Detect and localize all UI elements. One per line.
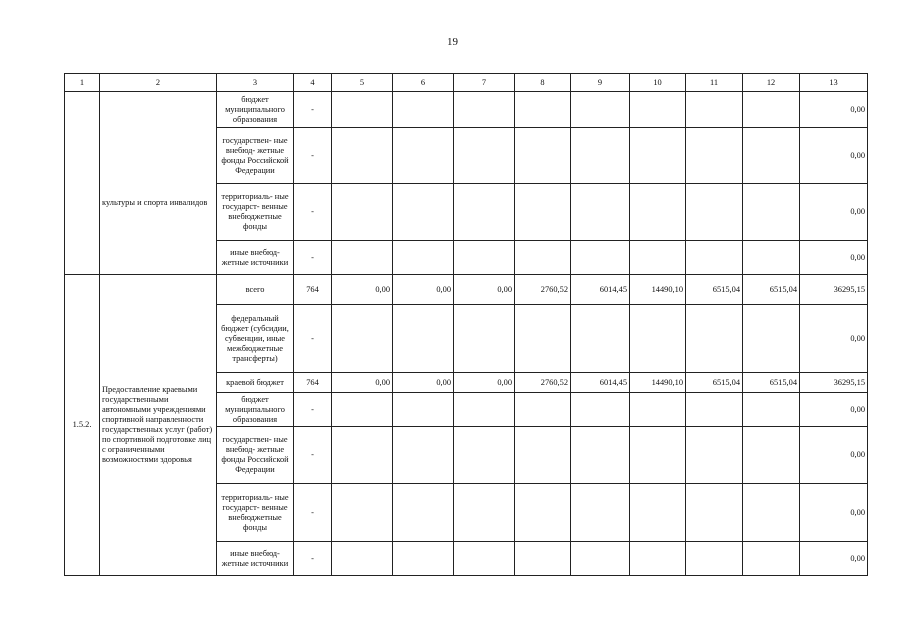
value-cell bbox=[743, 305, 800, 373]
value-cell bbox=[454, 542, 515, 576]
value-cell bbox=[743, 241, 800, 275]
total-cell: 0,00 bbox=[800, 92, 868, 128]
total-cell: 0,00 bbox=[800, 241, 868, 275]
value-cell bbox=[686, 393, 743, 427]
value-cell: 0,00 bbox=[332, 373, 393, 393]
header-cell: 3 bbox=[217, 74, 294, 92]
value-cell bbox=[743, 427, 800, 484]
value-cell bbox=[515, 305, 571, 373]
value-cell bbox=[743, 128, 800, 184]
value-cell bbox=[515, 427, 571, 484]
value-cell bbox=[571, 305, 630, 373]
table-row bbox=[65, 275, 868, 305]
value-cell: - bbox=[294, 184, 332, 241]
header-cell: 7 bbox=[454, 74, 515, 92]
value-cell bbox=[630, 241, 686, 275]
value-cell bbox=[686, 542, 743, 576]
value-cell bbox=[332, 542, 393, 576]
value-cell: 764 bbox=[294, 275, 332, 305]
header-cell: 10 bbox=[630, 74, 686, 92]
value-cell: 6014,45 bbox=[571, 275, 630, 305]
value-cell: 764 bbox=[294, 373, 332, 393]
budget-table bbox=[64, 73, 868, 576]
total-cell: 36295,15 bbox=[800, 275, 868, 305]
total-cell: 0,00 bbox=[800, 484, 868, 542]
value-cell bbox=[393, 305, 454, 373]
total-cell: 36295,15 bbox=[800, 373, 868, 393]
value-cell bbox=[393, 542, 454, 576]
source-cell: государствен- ные внебюд- жетные фонды Российской Федерации bbox=[217, 427, 294, 484]
header-cell: 9 bbox=[571, 74, 630, 92]
value-cell: - bbox=[294, 393, 332, 427]
source-cell: бюджет муниципального образования bbox=[217, 393, 294, 427]
total-cell: 0,00 bbox=[800, 305, 868, 373]
value-cell: 6515,04 bbox=[743, 275, 800, 305]
value-cell bbox=[571, 184, 630, 241]
table-row bbox=[65, 92, 868, 128]
value-cell bbox=[571, 241, 630, 275]
value-cell bbox=[454, 427, 515, 484]
value-cell bbox=[515, 484, 571, 542]
description-cell: Предоставление краевыми государственными автономными учреждениями спортивной направленности государственных услуг (работ) по спортивной подготовке лиц с ограниченными возможностями здоровья bbox=[100, 275, 217, 576]
value-cell bbox=[630, 128, 686, 184]
value-cell bbox=[630, 484, 686, 542]
value-cell: 0,00 bbox=[393, 275, 454, 305]
value-cell bbox=[515, 128, 571, 184]
total-cell: 0,00 bbox=[800, 128, 868, 184]
header-cell: 1 bbox=[65, 74, 100, 92]
row-number-cell bbox=[65, 92, 100, 275]
value-cell bbox=[332, 393, 393, 427]
value-cell bbox=[393, 92, 454, 128]
value-cell bbox=[454, 241, 515, 275]
value-cell bbox=[454, 393, 515, 427]
value-cell: - bbox=[294, 542, 332, 576]
value-cell: - bbox=[294, 92, 332, 128]
value-cell bbox=[515, 542, 571, 576]
value-cell bbox=[571, 427, 630, 484]
value-cell bbox=[686, 484, 743, 542]
page-number: 19 bbox=[447, 36, 458, 48]
value-cell: - bbox=[294, 241, 332, 275]
value-cell: 0,00 bbox=[454, 373, 515, 393]
value-cell bbox=[332, 241, 393, 275]
source-cell: федеральный бюджет (субсидии, субвенции, иные межбюджетные трансферты) bbox=[217, 305, 294, 373]
source-cell: территориаль- ные государст- венные внебюджетные фонды bbox=[217, 184, 294, 241]
total-cell: 0,00 bbox=[800, 427, 868, 484]
value-cell: 2760,52 bbox=[515, 373, 571, 393]
value-cell bbox=[686, 241, 743, 275]
total-cell: 0,00 bbox=[800, 184, 868, 241]
value-cell bbox=[686, 92, 743, 128]
source-cell: территориаль- ные государст- венные внебюджетные фонды bbox=[217, 484, 294, 542]
value-cell bbox=[743, 92, 800, 128]
value-cell bbox=[743, 184, 800, 241]
row-number-cell: 1.5.2. bbox=[65, 275, 100, 576]
source-cell: иные внебюд- жетные источники bbox=[217, 542, 294, 576]
description-cell: культуры и спорта инвалидов bbox=[100, 92, 217, 275]
header-cell: 4 bbox=[294, 74, 332, 92]
value-cell bbox=[454, 184, 515, 241]
value-cell bbox=[630, 92, 686, 128]
value-cell bbox=[393, 184, 454, 241]
value-cell: 14490,10 bbox=[630, 275, 686, 305]
source-cell: всего bbox=[217, 275, 294, 305]
value-cell bbox=[630, 305, 686, 373]
header-cell: 5 bbox=[332, 74, 393, 92]
value-cell bbox=[630, 427, 686, 484]
value-cell bbox=[332, 128, 393, 184]
value-cell bbox=[630, 393, 686, 427]
value-cell bbox=[454, 305, 515, 373]
value-cell: 6515,04 bbox=[686, 275, 743, 305]
value-cell bbox=[332, 184, 393, 241]
value-cell: 6014,45 bbox=[571, 373, 630, 393]
value-cell bbox=[515, 184, 571, 241]
value-cell bbox=[393, 427, 454, 484]
total-cell: 0,00 bbox=[800, 542, 868, 576]
value-cell bbox=[571, 393, 630, 427]
total-cell: 0,00 bbox=[800, 393, 868, 427]
value-cell: 2760,52 bbox=[515, 275, 571, 305]
value-cell: - bbox=[294, 427, 332, 484]
value-cell bbox=[571, 542, 630, 576]
value-cell bbox=[686, 305, 743, 373]
header-row bbox=[65, 74, 868, 92]
value-cell: 0,00 bbox=[393, 373, 454, 393]
value-cell bbox=[454, 128, 515, 184]
value-cell bbox=[743, 393, 800, 427]
header-cell: 2 bbox=[100, 74, 217, 92]
value-cell bbox=[515, 393, 571, 427]
value-cell bbox=[571, 128, 630, 184]
value-cell bbox=[454, 92, 515, 128]
header-cell: 11 bbox=[686, 74, 743, 92]
header-cell: 12 bbox=[743, 74, 800, 92]
value-cell bbox=[630, 542, 686, 576]
value-cell bbox=[332, 92, 393, 128]
value-cell bbox=[515, 92, 571, 128]
value-cell bbox=[571, 484, 630, 542]
value-cell: - bbox=[294, 305, 332, 373]
source-cell: государствен- ные внебюд- жетные фонды Российской Федерации bbox=[217, 128, 294, 184]
value-cell bbox=[743, 542, 800, 576]
header-cell: 8 bbox=[515, 74, 571, 92]
value-cell: - bbox=[294, 128, 332, 184]
value-cell: 6515,04 bbox=[686, 373, 743, 393]
value-cell: 0,00 bbox=[332, 275, 393, 305]
value-cell bbox=[393, 484, 454, 542]
value-cell bbox=[332, 484, 393, 542]
value-cell: 6515,04 bbox=[743, 373, 800, 393]
header-cell: 13 bbox=[800, 74, 868, 92]
source-cell: бюджет муниципального образования bbox=[217, 92, 294, 128]
value-cell bbox=[332, 305, 393, 373]
value-cell bbox=[393, 241, 454, 275]
value-cell bbox=[686, 128, 743, 184]
value-cell: 0,00 bbox=[454, 275, 515, 305]
value-cell: 14490,10 bbox=[630, 373, 686, 393]
value-cell bbox=[515, 241, 571, 275]
value-cell bbox=[743, 484, 800, 542]
value-cell bbox=[393, 393, 454, 427]
header-cell: 6 bbox=[393, 74, 454, 92]
value-cell bbox=[686, 184, 743, 241]
value-cell: - bbox=[294, 484, 332, 542]
value-cell bbox=[686, 427, 743, 484]
value-cell bbox=[393, 128, 454, 184]
value-cell bbox=[571, 92, 630, 128]
source-cell: краевой бюджет bbox=[217, 373, 294, 393]
value-cell bbox=[630, 184, 686, 241]
source-cell: иные внебюд- жетные источники bbox=[217, 241, 294, 275]
value-cell bbox=[454, 484, 515, 542]
value-cell bbox=[332, 427, 393, 484]
